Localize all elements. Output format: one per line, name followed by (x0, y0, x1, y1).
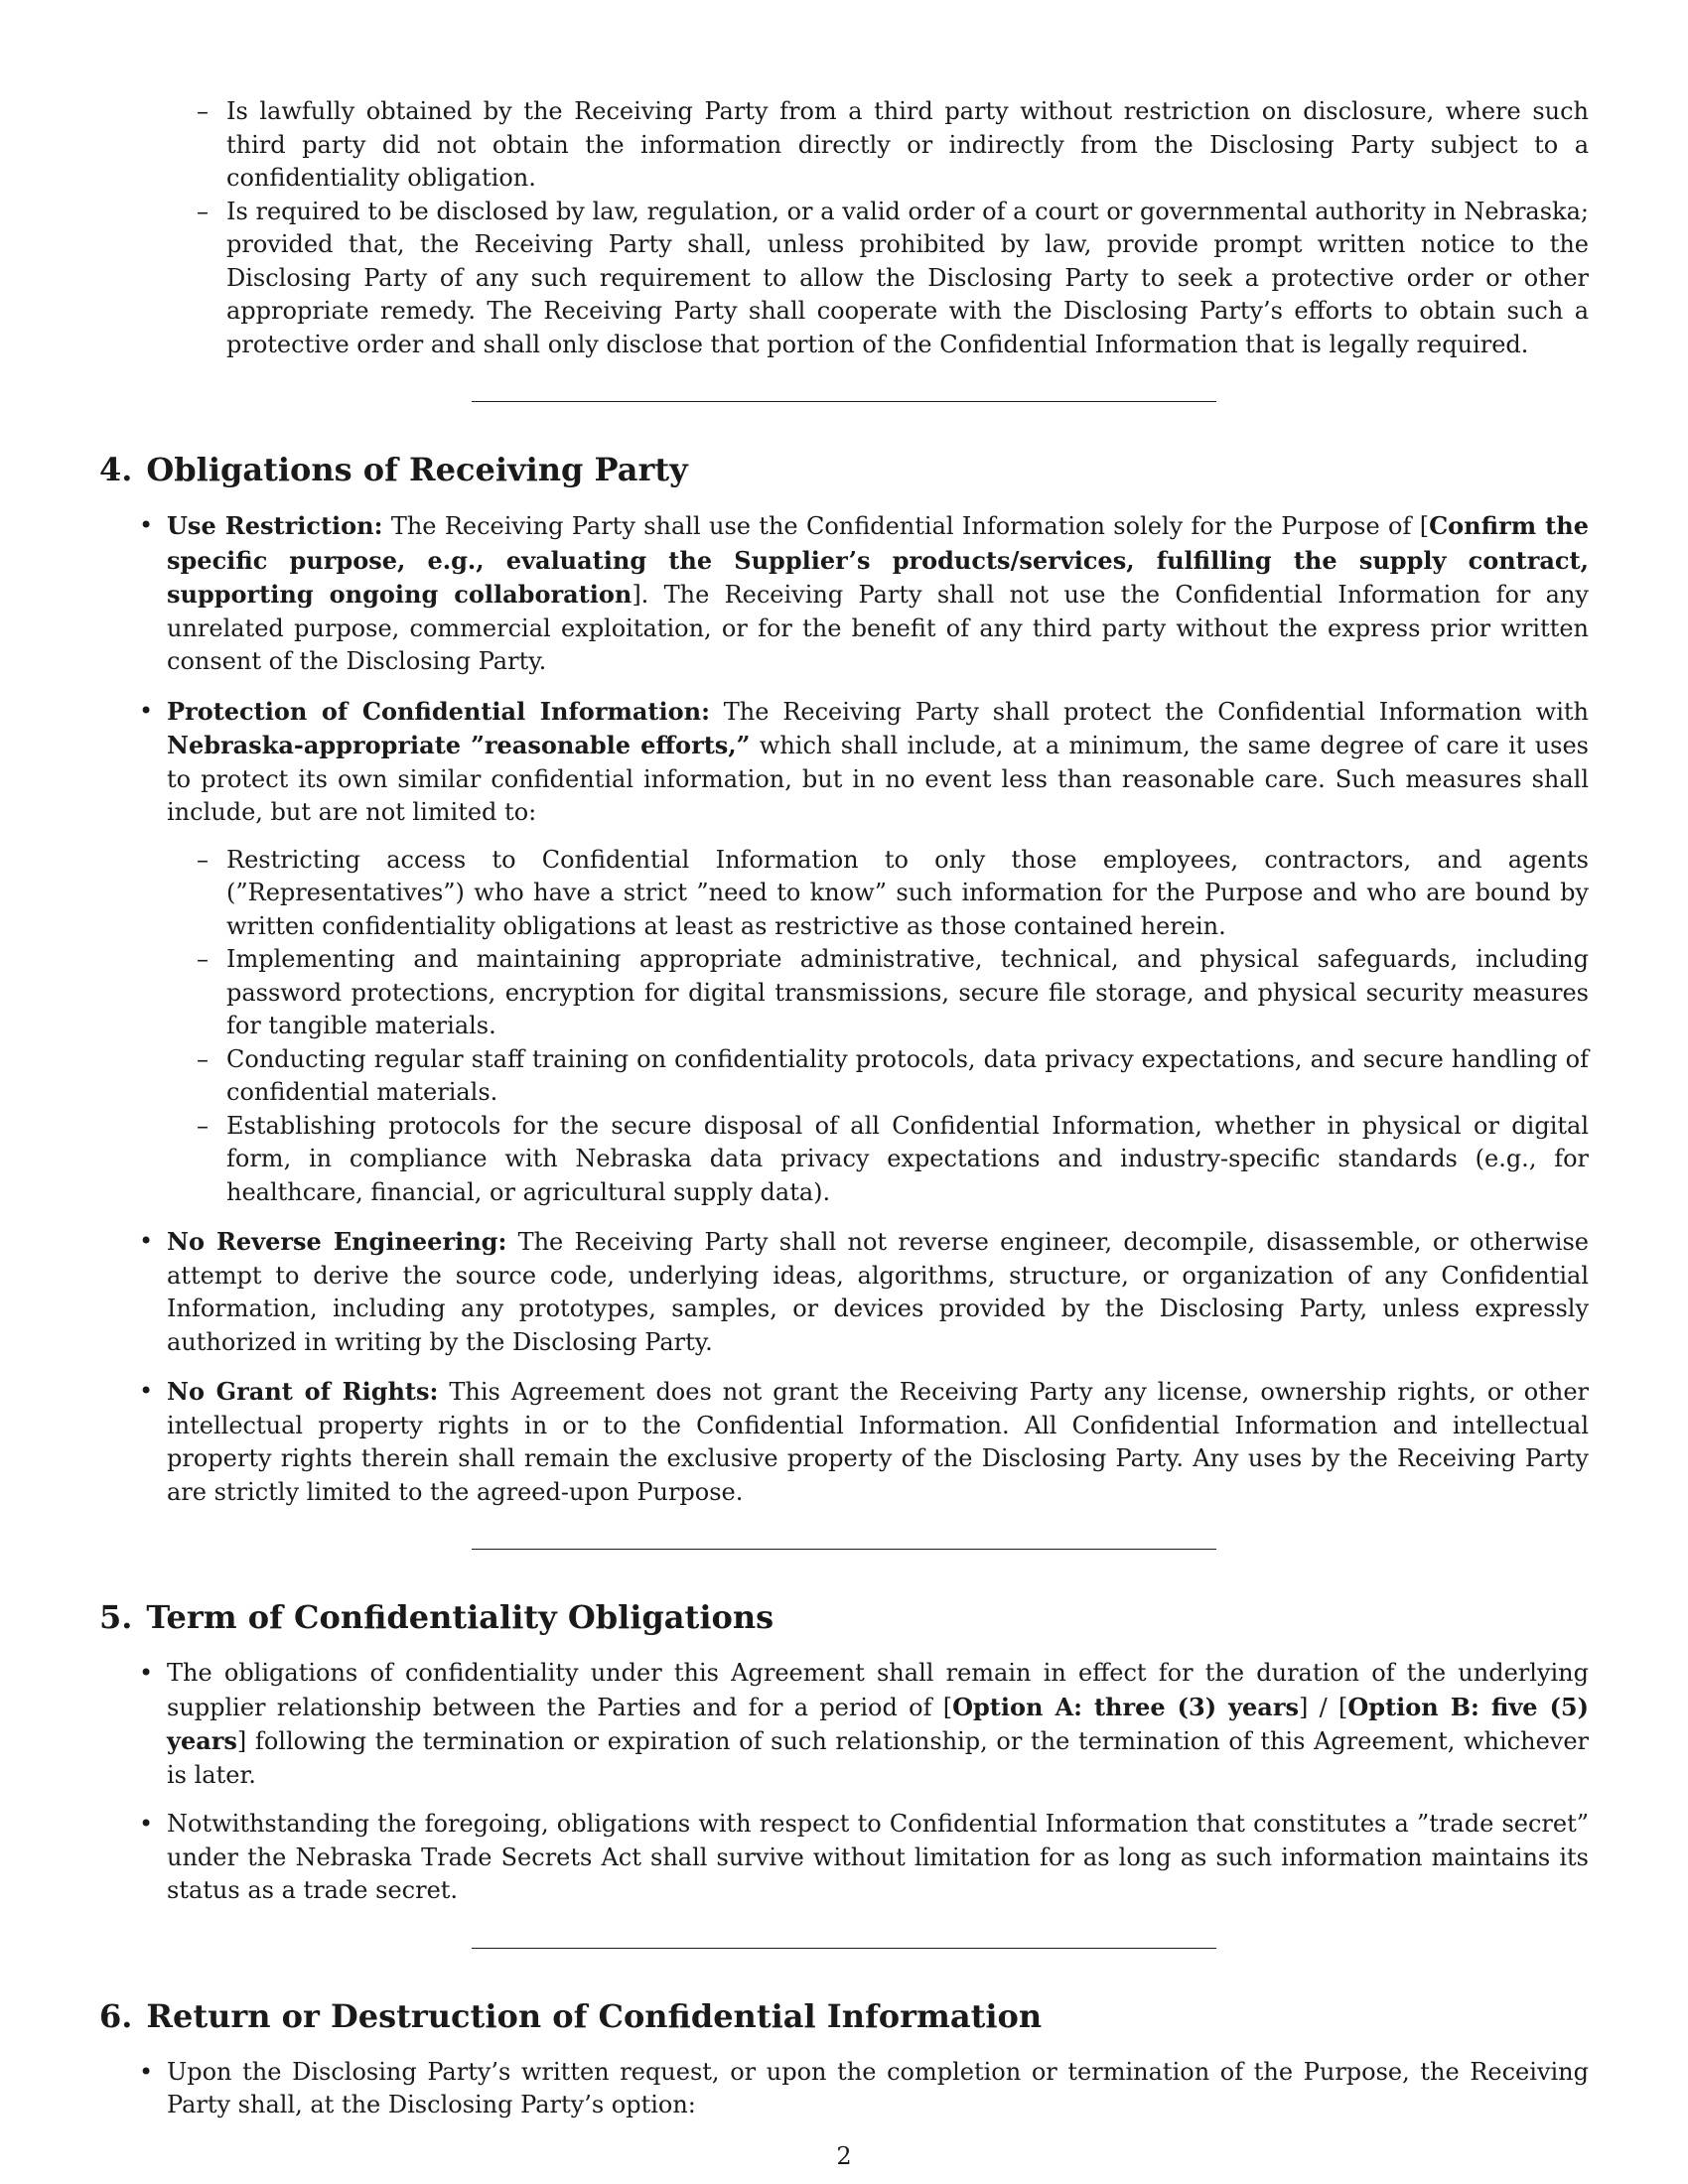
section-divider (472, 401, 1216, 402)
item-label: No Reverse Engineering: (167, 1227, 507, 1256)
item-text: ]. The Receiving Party shall not use the Confidential Information for any unrelated purpose, commercial exploitation, or for the benefit of any third party without the express prior written consent of the Disclosing Party. (167, 581, 1589, 675)
section-divider (472, 1549, 1216, 1550)
section-5-heading (99, 1597, 1589, 1637)
item-text: The Receiving Party shall use the Confidential Information solely for the Purpose of [ (382, 512, 1430, 540)
item-text: The Receiving Party shall protect the Confidential Information with (709, 697, 1589, 726)
item-label: No Grant of Rights: (167, 1377, 439, 1406)
item-text: This Agreement does not grant the Receiving Party any license, ownership rights, or other intellectual property rights in or to the Confidential Information. All Confidential Information and intellectual property rights therein shall remain the exclusive property of the Disclosing Party. Any uses by the Receiving Party are strictly limited to the agreed-upon Purpose. (167, 1378, 1589, 1506)
page-number: 2 (836, 2142, 852, 2170)
list-item: – Establishing protocols for the secure disposal of all Confidential Information, whether in physical or digital form, in compliance with Nebraska data privacy expectations and industry-specific standards (e.g., for healthcare, financial, or agricultural supply data). (226, 1110, 1589, 1210)
section-6-list (99, 2056, 1589, 2122)
list-item: – Is lawfully obtained by the Receiving Party from a third party without restriction on disclosure, where such third party did not obtain the information directly or indirectly from the Disclosing Party subject to a confidentiality obligation. (226, 95, 1589, 196)
trade-secret-item: • Notwithstanding the foregoing, obligations with respect to Confidential Information that constitutes a ”trade secret” under the Nebraska Trade Secrets Act shall survive without limitation for as long as such information maintains its status as a trade secret. (167, 1808, 1589, 1908)
list-item: – Restricting access to Confidential Information to only those employees, contractors, and agents (”Representatives”) who have a strict ”need to know” such information for the Purpose and who are bound by written confidentiality obligations at least as restrictive as those contained herein. (226, 844, 1589, 944)
item-text: The obligations of confidentiality under this Agreement shall remain in effect for the duration of the underlying supplier relationship between the Parties and for a period of [ (167, 1659, 1589, 1721)
section-5-list (99, 1657, 1589, 1908)
option-a: Option A: three (3) years (952, 1692, 1300, 1721)
item-text: ] following the termination or expiration of such relationship, or the termination of this Agreement, whichever is later. (167, 1727, 1589, 1789)
protection-measures-list (167, 844, 1589, 1210)
reverse-engineering-item (167, 1225, 1589, 1359)
section-4-list (99, 509, 1589, 1509)
document-page (99, 95, 1589, 2122)
return-destruction-item: • Upon the Disclosing Party’s written request, or upon the completion or termination of the Purpose, the Receiving Party shall, at the Disclosing Party’s option: (167, 2056, 1589, 2122)
item-placeholder: Confirm the specific purpose, e.g., evaluating the Supplier’s products/services, fulfilling the supply contract, supporting ongoing collaboration (167, 511, 1589, 609)
list-item: – Conducting regular staff training on confidentiality protocols, data privacy expectations, and secure handling of confidential materials. (226, 1043, 1589, 1110)
no-grant-of-rights-item (167, 1375, 1589, 1509)
section-number: 6. (99, 1996, 133, 2035)
section-4-heading (99, 450, 1589, 489)
item-label: Protection of Confidential Information: (167, 696, 710, 726)
use-restriction-item (167, 509, 1589, 679)
item-label: Use Restriction: (167, 511, 383, 540)
item-text: The Receiving Party shall not reverse engineer, decompile, disassemble, or otherwise attempt to derive the source code, underlying ideas, algorithms, structure, or organization of any Confidential Information, including any prototypes, samples, or devices provided by the Disclosing Party, unless expressly authorized in writing by the Disclosing Party. (167, 1228, 1589, 1356)
section-divider (472, 1948, 1216, 1949)
term-duration-item (167, 1657, 1589, 1792)
item-text: which shall include, at a minimum, the same degree of care it uses to protect its own similar confidential information, but in no event less than reasonable care. Such measures shall include, but are not limited to: (167, 732, 1589, 826)
section-title: Obligations of Receiving Party (146, 451, 688, 488)
option-b: Option B: five (5) years (167, 1692, 1589, 1755)
intro-exceptions-list (99, 95, 1589, 361)
list-item: – Implementing and maintaining appropriate administrative, technical, and physical safeguards, including password protections, encryption for digital transmissions, secure file storage, and physical security measures for tangible materials. (226, 943, 1589, 1043)
section-number: 5. (99, 1598, 133, 1636)
item-text: ] / [ (1299, 1693, 1348, 1721)
item-emphasis: Nebraska-appropriate ”reasonable efforts,” (167, 731, 751, 759)
section-6-heading (99, 1996, 1589, 2036)
section-title: Term of Confidentiality Obligations (146, 1598, 774, 1636)
section-title: Return or Destruction of Confidential Information (146, 1996, 1043, 2035)
section-number: 4. (99, 451, 133, 488)
list-item: – Is required to be disclosed by law, regulation, or a valid order of a court or governmental authority in Nebraska; provided that, the Receiving Party shall, unless prohibited by law, provide prompt written notice to the Disclosing Party of any such requirement to allow the Disclosing Party to seek a protective order or other appropriate remedy. The Receiving Party shall cooperate with the Disclosing Party’s efforts to obtain such a protective order and shall only disclose that portion of the Confidential Information that is legally required. (226, 196, 1589, 362)
protection-item (167, 695, 1589, 1210)
